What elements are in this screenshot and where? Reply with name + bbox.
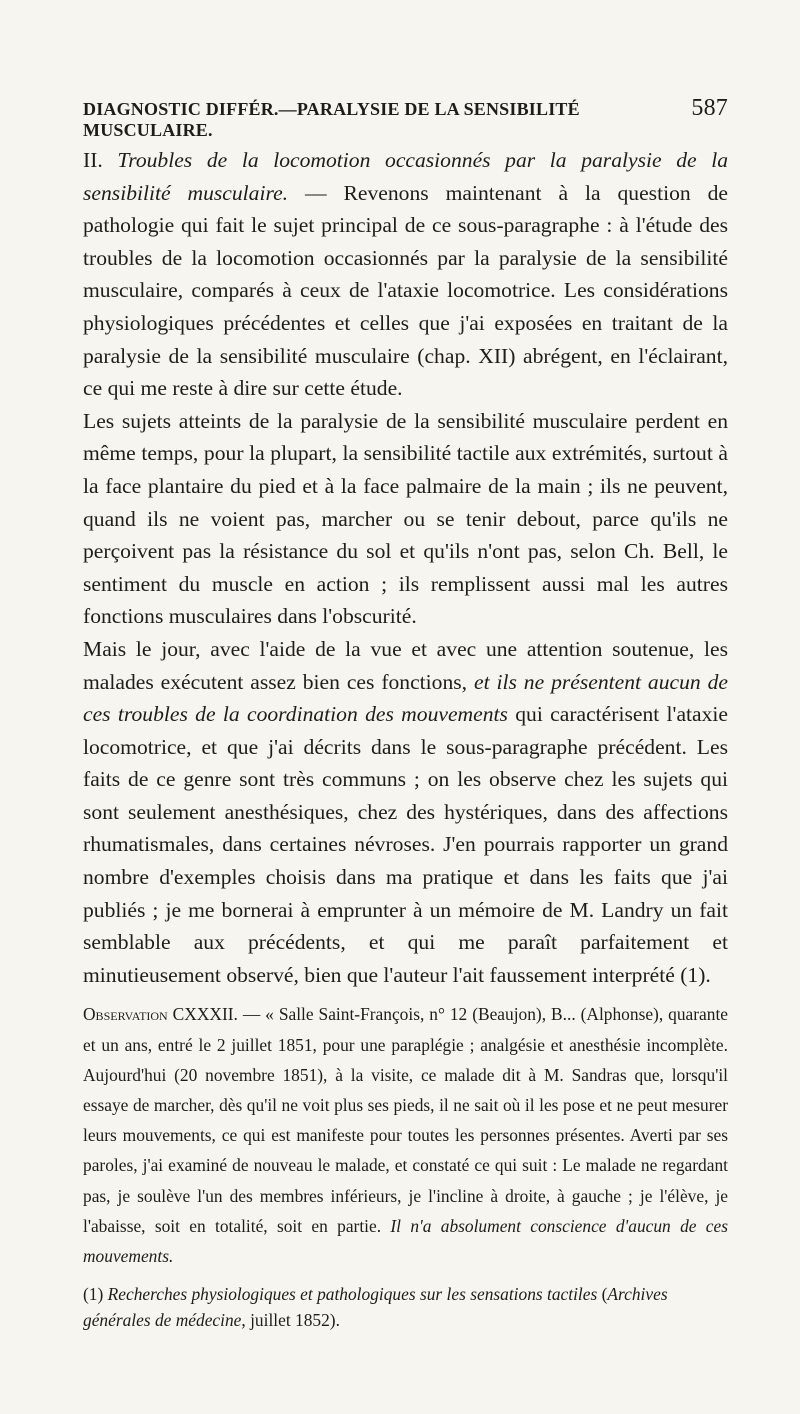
footnote-text: , juillet 1852). — [241, 1310, 340, 1331]
section-number: II. — [83, 148, 103, 172]
emphasis-text: et ils ne présentent aucun de ces troubles de la coordination des mouvements — [83, 669, 728, 727]
footnote-text: ( — [597, 1284, 608, 1305]
paragraph: Les sujets atteints de la paralysie de la sensibilité musculaire perdent en même temps, pour la plupart, la sensibilité tactile aux extrémités, surtout à la face plantaire du pied et à la face palmaire de la main ; ils ne peuvent, quand ils ne voient pas, marcher ou se tenir debout, parce qu'ils ne perçoivent pas la résistance du sol et qu'ils n'ont pas, selon Ch. Bell, le sentiment du muscle en action ; ils remplissent aussi mal les autres fonctions musculaires dans l'obscurité. — [83, 408, 728, 629]
footnote — [83, 1281, 728, 1333]
main-text — [83, 144, 728, 991]
footnote-title: Recherches physiologiques et pathologiques sur les sensations tactiles — [107, 1284, 598, 1305]
footnote-marker: (1) — [83, 1284, 108, 1305]
observation-text: — « Salle Saint-François, n° 12 (Beaujon), B... (Alphonse), quarante et un ans, entré le 2 juillet 1851, pour une paraplégie ; analgésie et anesthésie incomplète. Aujourd'hui (20 novembre 1851), à la visite, ce malade dit à M. Sandras que, lorsqu'il essaye de marcher, dès qu'il ne voit plus ses pieds, il ne sait où il les pose et ne peut mesurer leurs mouvements, ce qui est manifeste pour toutes les personnes présentes. Averti par ses paroles, j'ai examiné de nouveau le malade, et constaté ce qui suit : Le malade ne regardant pas, je soulève l'un des membres inférieurs, je l'incline à droite, à gauche ; je l'élève, je l'abaisse, soit en totalité, soit en partie. — [83, 1004, 729, 1236]
paragraph-text: — Revenons maintenant à la question de pathologie qui fait le sujet principal de ce sous-paragraphe : à l'étude des troubles de la locomotion occasionnés par la paralysie de la sensibilité musculaire, comparés à ceux de l'ataxie locomotrice. Les considérations physiologiques précédentes et celles que j'ai exposées en traitant de la paralysie de la sensibilité musculaire (chap. XII) abrégent, en l'éclairant, ce qui me reste à dire sur cette étude. — [83, 180, 728, 401]
running-header — [83, 95, 728, 141]
page-number: 587 — [691, 95, 728, 121]
paragraph-text: Mais le jour, avec l'aide de la vue et avec une attention soutenue, les malades exécutent assez bien ces fonctions, — [83, 636, 728, 694]
observation-block — [83, 999, 728, 1271]
paragraph-section-intro — [83, 144, 728, 405]
paragraph-text: qui caractérisent l'ataxie locomotrice, et que j'ai décrits dans le sous-paragraphe précédent. Les faits de ce genre sont très communs ; on les observe chez les sujets qui sont seulement anesthésiques, chez des hystériques, dans des affections rhumatismales, dans certaines névroses. J'en pourrais rapporter un grand nombre d'exemples choisis dans ma pratique et dans les faits que j'ai publiés ; je me bornerai à emprunter à un mémoire de M. Landry un fait semblable aux précédents, et qui me paraît parfaitement et minutieusement observé, bien que l'auteur l'ait faussement interprété (1). — [83, 702, 728, 987]
paragraph — [83, 633, 728, 992]
observation-label: Observation CXXXII. — [83, 1004, 238, 1025]
section-heading: Troubles de la locomotion occasionnés par la paralysie de la sensibilité musculaire. — [83, 148, 728, 205]
footnote-journal: Archives générales de médecine — [83, 1284, 668, 1331]
observation-emphasis: Il n'a absolument conscience d'aucun de ces mouvements. — [83, 1215, 728, 1267]
running-title: DIAGNOSTIC DIFFÉR.—PARALYSIE DE LA SENSIBILITÉ MUSCULAIRE. — [83, 99, 580, 140]
